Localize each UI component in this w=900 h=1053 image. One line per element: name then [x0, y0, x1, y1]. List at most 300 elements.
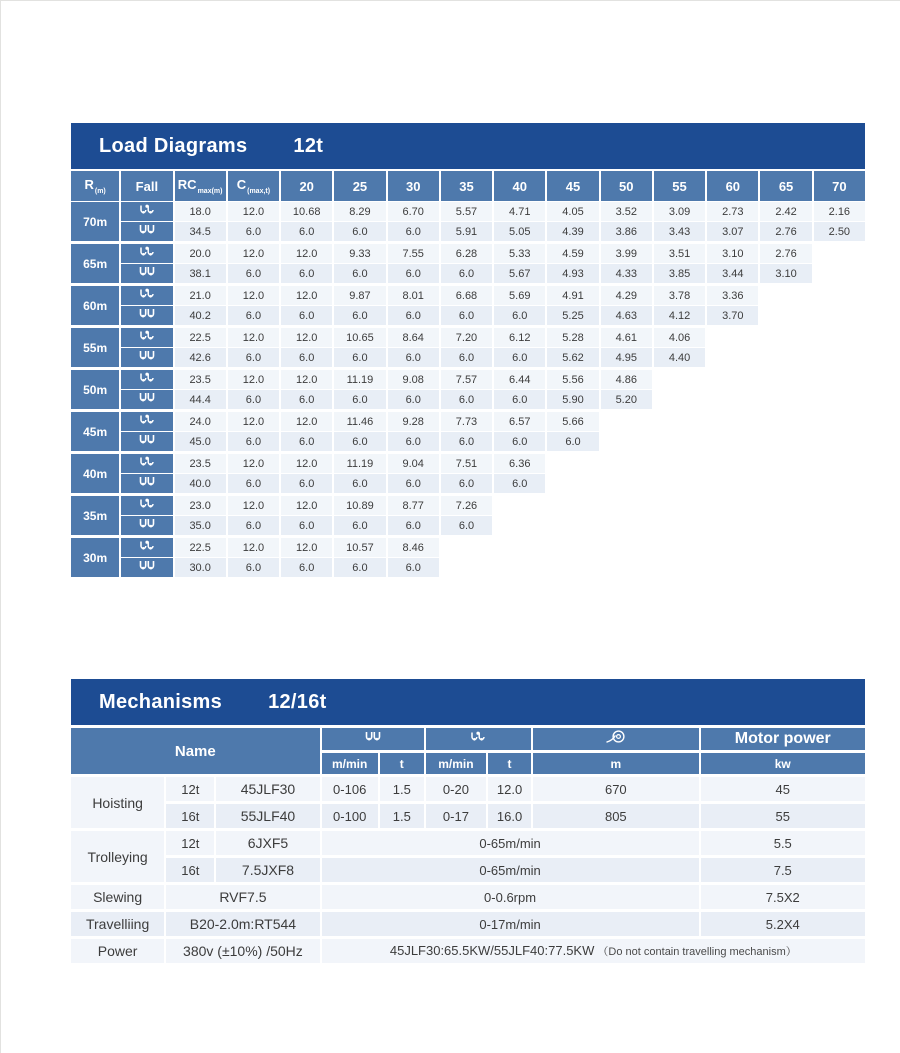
mech-model-cell: 55JLF40 — [216, 804, 319, 828]
load-value-cell: 8.29 — [334, 202, 385, 221]
mech-value: 0-0.6rpm — [484, 889, 537, 905]
two-fall-icon — [138, 435, 156, 446]
fall-cell — [121, 306, 172, 325]
empty-cell — [707, 348, 758, 367]
load-value-cell: 2.73 — [707, 202, 758, 221]
load-value-cell: 9.08 — [388, 370, 439, 389]
empty-cell — [814, 516, 865, 535]
load-value-cell: 30.0 — [175, 558, 226, 577]
load-value-cell: 7.57 — [441, 370, 492, 389]
two-fall-icon — [138, 393, 156, 404]
four-fall-icon — [138, 539, 156, 552]
load-row — [71, 474, 865, 493]
load-value-cell: 35.0 — [175, 516, 226, 535]
empty-cell — [547, 474, 598, 493]
load-value-cell: 5.91 — [441, 222, 492, 241]
load-value-cell: 12.0 — [281, 328, 332, 347]
empty-cell — [494, 496, 545, 515]
mech-unit-header: t — [380, 753, 424, 774]
load-value-cell: 8.46 — [388, 538, 439, 557]
load-value-cell: 3.09 — [654, 202, 705, 221]
fall-cell — [121, 348, 172, 367]
col-header-fall: Fall — [121, 171, 172, 201]
group-spacer — [71, 326, 865, 327]
mech-group-header — [322, 728, 424, 750]
mech-row — [71, 858, 865, 882]
load-value-cell: 4.06 — [654, 328, 705, 347]
load-value-cell: 6.0 — [334, 222, 385, 241]
load-value-cell: 6.0 — [228, 390, 279, 409]
load-value-cell: 12.0 — [281, 412, 332, 431]
load-value-cell: 6.0 — [281, 348, 332, 367]
empty-cell — [601, 432, 652, 451]
fall-cell — [121, 328, 172, 347]
load-value-cell: 12.0 — [228, 412, 279, 431]
empty-cell — [707, 538, 758, 557]
load-value-cell: 6.70 — [388, 202, 439, 221]
load-value-cell: 42.6 — [175, 348, 226, 367]
load-value-cell: 6.0 — [228, 222, 279, 241]
col-header-span: 35 — [441, 171, 492, 201]
load-row — [71, 516, 865, 535]
empty-cell — [814, 348, 865, 367]
load-value-cell: 6.36 — [494, 454, 545, 473]
two-fall-icon — [138, 519, 156, 530]
load-value-cell: 12.0 — [281, 538, 332, 557]
load-diagrams-section — [71, 123, 865, 578]
col-header-span: 25 — [334, 171, 385, 201]
load-value-cell: 3.70 — [707, 306, 758, 325]
four-fall-icon — [138, 245, 156, 258]
fall-cell — [121, 432, 172, 451]
load-value-cell: 3.52 — [601, 202, 652, 221]
mech-value-cell — [533, 804, 698, 828]
load-value-cell: 5.25 — [547, 306, 598, 325]
load-diagrams-title-band — [71, 123, 865, 169]
mech-value-cell — [322, 912, 699, 936]
empty-cell — [760, 538, 811, 557]
load-row — [71, 286, 865, 305]
empty-cell — [814, 538, 865, 557]
col-header-span: 50 — [601, 171, 652, 201]
load-value-cell: 5.62 — [547, 348, 598, 367]
load-value-cell: 23.0 — [175, 496, 226, 515]
empty-cell — [547, 558, 598, 577]
mechanisms-table — [69, 725, 867, 966]
load-value-cell: 5.20 — [601, 390, 652, 409]
mech-model-cell: 7.5JXF8 — [216, 858, 319, 882]
fall-cell — [121, 496, 172, 515]
load-value-cell: 6.0 — [494, 348, 545, 367]
load-value-cell: 12.0 — [228, 244, 279, 263]
mech-value-cell — [426, 777, 486, 801]
mech-value: 1.5 — [392, 781, 411, 797]
group-spacer — [71, 494, 865, 495]
load-value-cell: 6.0 — [388, 432, 439, 451]
empty-cell — [760, 474, 811, 493]
load-value-cell: 12.0 — [228, 538, 279, 557]
fall-cell — [121, 454, 172, 473]
load-value-cell: 5.69 — [494, 286, 545, 305]
load-value-cell: 5.57 — [441, 202, 492, 221]
mech-model-cell: B20-2.0m:RT544 — [166, 912, 319, 936]
load-value-cell: 4.40 — [654, 348, 705, 367]
fall-cell — [121, 222, 172, 241]
load-value-cell: 12.0 — [228, 496, 279, 515]
col-header-span: 20 — [281, 171, 332, 201]
empty-cell — [707, 496, 758, 515]
load-row — [71, 222, 865, 241]
mech-value-cell — [701, 858, 865, 882]
fall-cell — [121, 474, 172, 493]
mechanisms-title-band — [71, 679, 865, 725]
load-value-cell: 21.0 — [175, 286, 226, 305]
load-value-cell: 24.0 — [175, 412, 226, 431]
load-row — [71, 496, 865, 515]
load-value-cell: 6.0 — [281, 516, 332, 535]
empty-cell — [601, 474, 652, 493]
load-value-cell: 4.61 — [601, 328, 652, 347]
load-value-cell: 45.0 — [175, 432, 226, 451]
empty-cell — [654, 370, 705, 389]
load-value-cell: 22.5 — [175, 328, 226, 347]
mech-value: 5.2X4 — [765, 916, 800, 932]
fall-cell — [121, 370, 172, 389]
mech-value-cell — [701, 831, 865, 855]
rope-drum-icon — [605, 729, 627, 744]
fall-cell — [121, 412, 172, 431]
empty-cell — [654, 558, 705, 577]
load-value-cell: 8.01 — [388, 286, 439, 305]
radius-label: 65m — [71, 244, 119, 283]
load-value-cell: 3.44 — [707, 264, 758, 283]
fall-cell — [121, 286, 172, 305]
mech-group-header — [533, 728, 698, 750]
load-value-cell: 6.0 — [388, 264, 439, 283]
load-value-cell: 22.5 — [175, 538, 226, 557]
load-value-cell: 4.86 — [601, 370, 652, 389]
mech-value-cell — [322, 777, 378, 801]
empty-cell — [814, 370, 865, 389]
load-value-cell: 8.64 — [388, 328, 439, 347]
empty-cell — [601, 412, 652, 431]
load-row — [71, 432, 865, 451]
load-value-cell: 4.71 — [494, 202, 545, 221]
load-value-cell: 11.46 — [334, 412, 385, 431]
load-value-cell: 6.0 — [228, 558, 279, 577]
load-value-cell: 7.51 — [441, 454, 492, 473]
radius-label: 70m — [71, 202, 119, 241]
load-row — [71, 264, 865, 283]
empty-cell — [494, 538, 545, 557]
group-spacer — [71, 284, 865, 285]
load-value-cell: 12.0 — [281, 370, 332, 389]
mech-value-cell — [488, 804, 531, 828]
empty-cell — [601, 454, 652, 473]
radius-label: 45m — [71, 412, 119, 451]
load-value-cell: 6.68 — [441, 286, 492, 305]
load-value-cell: 6.0 — [334, 306, 385, 325]
load-value-cell: 6.0 — [334, 348, 385, 367]
load-value-cell: 12.0 — [228, 202, 279, 221]
mech-value-cell — [322, 885, 699, 909]
mechanisms-capacity: 12/16t — [268, 690, 327, 713]
mechanisms-section — [71, 679, 865, 966]
radius-label: 35m — [71, 496, 119, 535]
load-value-cell: 6.0 — [441, 516, 492, 535]
radius-label: 50m — [71, 370, 119, 409]
empty-cell — [707, 412, 758, 431]
col-header-span: 65 — [760, 171, 811, 201]
empty-cell — [654, 454, 705, 473]
group-spacer — [71, 536, 865, 537]
load-row — [71, 454, 865, 473]
empty-cell — [760, 286, 811, 305]
load-value-cell: 44.4 — [175, 390, 226, 409]
col-header-span: 40 — [494, 171, 545, 201]
load-value-cell: 6.0 — [388, 306, 439, 325]
mech-value-cell — [701, 912, 865, 936]
motor-power-header: Motor power — [701, 728, 865, 750]
load-value-cell: 6.0 — [334, 516, 385, 535]
load-value-cell: 12.0 — [281, 454, 332, 473]
mech-row — [71, 831, 865, 855]
empty-cell — [814, 286, 865, 305]
mech-row — [71, 885, 865, 909]
load-row — [71, 306, 865, 325]
mech-value: 7.5 — [773, 862, 792, 878]
load-value-cell: 10.68 — [281, 202, 332, 221]
empty-cell — [654, 538, 705, 557]
load-value-cell: 6.0 — [441, 306, 492, 325]
mech-value: 0-17 — [442, 808, 469, 824]
load-value-cell: 3.10 — [760, 264, 811, 283]
mech-model-cell: 6JXF5 — [216, 831, 319, 855]
mech-value: 0-100 — [333, 808, 367, 824]
load-value-cell: 4.12 — [654, 306, 705, 325]
load-value-cell: 3.85 — [654, 264, 705, 283]
load-value-cell: 12.0 — [281, 286, 332, 305]
empty-cell — [707, 390, 758, 409]
load-value-cell: 6.0 — [334, 432, 385, 451]
empty-cell — [760, 516, 811, 535]
empty-cell — [654, 432, 705, 451]
load-value-cell: 2.76 — [760, 244, 811, 263]
mech-row — [71, 939, 865, 963]
mech-variant-cell: 16t — [166, 804, 214, 828]
mech-variant-cell: 12t — [166, 777, 214, 801]
col-header-span: 45 — [547, 171, 598, 201]
load-value-cell: 3.51 — [654, 244, 705, 263]
load-value-cell: 9.04 — [388, 454, 439, 473]
empty-cell — [654, 496, 705, 515]
load-value-cell: 34.5 — [175, 222, 226, 241]
four-fall-icon — [138, 329, 156, 342]
mech-value: 0-17m/min — [479, 916, 541, 932]
load-value-cell: 9.33 — [334, 244, 385, 263]
load-row — [71, 412, 865, 431]
load-diagrams-capacity: 12t — [293, 134, 324, 157]
mech-name-cell: Trolleying — [71, 831, 164, 882]
empty-cell — [760, 412, 811, 431]
mech-value: 16.0 — [496, 808, 523, 824]
load-value-cell: 6.0 — [228, 306, 279, 325]
load-value-cell: 6.57 — [494, 412, 545, 431]
mech-unit-header: kw — [701, 753, 865, 774]
two-fall-icon — [138, 351, 156, 362]
empty-cell — [654, 516, 705, 535]
empty-cell — [654, 474, 705, 493]
mechanisms-title: Mechanisms — [99, 690, 223, 713]
load-value-cell: 7.73 — [441, 412, 492, 431]
load-value-cell: 6.0 — [388, 558, 439, 577]
load-value-cell: 3.86 — [601, 222, 652, 241]
load-value-cell: 9.87 — [334, 286, 385, 305]
load-value-cell: 12.0 — [228, 286, 279, 305]
mech-row — [71, 912, 865, 936]
mech-row — [71, 777, 865, 801]
empty-cell — [601, 538, 652, 557]
empty-cell — [760, 558, 811, 577]
load-value-cell: 6.0 — [281, 558, 332, 577]
load-value-cell: 6.0 — [334, 264, 385, 283]
mech-value-cell — [322, 804, 378, 828]
empty-cell — [760, 496, 811, 515]
empty-cell — [707, 328, 758, 347]
empty-cell — [707, 474, 758, 493]
group-spacer — [71, 452, 865, 453]
load-value-cell: 7.20 — [441, 328, 492, 347]
group-spacer — [71, 242, 865, 243]
load-value-cell: 6.28 — [441, 244, 492, 263]
load-value-cell: 12.0 — [228, 328, 279, 347]
mech-unit-header: m — [533, 753, 698, 774]
load-value-cell: 3.78 — [654, 286, 705, 305]
col-header-span: 60 — [707, 171, 758, 201]
mech-unit-header: m/min — [322, 753, 378, 774]
mech-name-cell: Hoisting — [71, 777, 164, 828]
empty-cell — [760, 390, 811, 409]
load-value-cell: 6.0 — [388, 516, 439, 535]
mech-unit-header: t — [488, 753, 531, 774]
col-header-rc-max: $RC_{max(m)}$ — [175, 171, 226, 201]
mech-name-cell: Power — [71, 939, 164, 963]
mech-value: 12.0 — [496, 781, 523, 797]
load-value-cell: 6.0 — [228, 474, 279, 493]
load-value-cell: 6.0 — [547, 432, 598, 451]
empty-cell — [441, 558, 492, 577]
mech-value: 45 — [775, 781, 790, 797]
mech-value-cell — [701, 804, 865, 828]
load-value-cell: 6.0 — [281, 390, 332, 409]
mech-value: 670 — [604, 781, 627, 797]
load-value-cell: 5.90 — [547, 390, 598, 409]
load-row — [71, 390, 865, 409]
load-value-cell: 6.44 — [494, 370, 545, 389]
empty-cell — [760, 432, 811, 451]
load-value-cell: 12.0 — [281, 496, 332, 515]
mech-name-cell: Slewing — [71, 885, 164, 909]
load-value-cell: 3.10 — [707, 244, 758, 263]
fall-cell — [121, 202, 172, 221]
load-value-cell: 4.91 — [547, 286, 598, 305]
load-value-cell: 2.76 — [760, 222, 811, 241]
empty-cell — [547, 454, 598, 473]
mech-value: 7.5X2 — [765, 889, 800, 905]
mech-name-header: Name — [71, 728, 320, 774]
load-value-cell: 4.59 — [547, 244, 598, 263]
load-value-cell: 5.67 — [494, 264, 545, 283]
load-value-cell: 6.0 — [334, 390, 385, 409]
mech-variant-cell: 16t — [166, 858, 214, 882]
empty-cell — [707, 370, 758, 389]
mech-value: 45JLF30:65.5KW/55JLF40:77.5KW — [389, 943, 595, 958]
empty-cell — [760, 370, 811, 389]
load-value-cell: 7.26 — [441, 496, 492, 515]
four-fall-icon — [138, 287, 156, 300]
mech-value-cell — [426, 804, 486, 828]
load-value-cell: 6.0 — [441, 390, 492, 409]
radius-label: 60m — [71, 286, 119, 325]
four-fall-icon — [138, 371, 156, 384]
load-value-cell: 5.05 — [494, 222, 545, 241]
four-fall-icon — [138, 455, 156, 468]
empty-cell — [707, 432, 758, 451]
empty-cell — [814, 558, 865, 577]
load-value-cell: 4.63 — [601, 306, 652, 325]
load-value-cell: 6.0 — [281, 222, 332, 241]
empty-cell — [814, 244, 865, 263]
mech-value-cell — [701, 885, 865, 909]
load-value-cell: 6.0 — [281, 432, 332, 451]
load-row — [71, 244, 865, 263]
load-value-cell: 6.0 — [388, 222, 439, 241]
empty-cell — [654, 390, 705, 409]
mech-group-header — [426, 728, 531, 750]
load-value-cell: 3.36 — [707, 286, 758, 305]
mech-value: 0-106 — [333, 781, 367, 797]
empty-cell — [547, 516, 598, 535]
empty-cell — [547, 496, 598, 515]
load-row — [71, 348, 865, 367]
two-fall-icon — [138, 225, 156, 236]
load-value-cell: 10.89 — [334, 496, 385, 515]
load-row — [71, 370, 865, 389]
four-fall-icon — [138, 413, 156, 426]
load-row — [71, 202, 865, 221]
mech-value-cell — [533, 777, 698, 801]
load-value-cell: 40.2 — [175, 306, 226, 325]
two-fall-icon — [138, 267, 156, 278]
power-note-cell — [322, 939, 865, 963]
mech-unit-header: m/min — [426, 753, 486, 774]
load-row — [71, 328, 865, 347]
load-value-cell: 6.0 — [441, 432, 492, 451]
empty-cell — [601, 516, 652, 535]
mech-value: 0-65m/min — [479, 862, 541, 878]
empty-cell — [814, 390, 865, 409]
load-value-cell: 12.0 — [228, 370, 279, 389]
load-diagrams-title: Load Diagrams — [99, 134, 248, 157]
load-value-cell: 5.56 — [547, 370, 598, 389]
fall-cell — [121, 538, 172, 557]
mech-variant-cell: 12t — [166, 831, 214, 855]
load-value-cell: 8.77 — [388, 496, 439, 515]
load-value-cell: 6.0 — [281, 306, 332, 325]
load-value-cell: 6.0 — [441, 474, 492, 493]
load-value-cell: 6.0 — [494, 432, 545, 451]
two-fall-icon — [138, 477, 156, 488]
